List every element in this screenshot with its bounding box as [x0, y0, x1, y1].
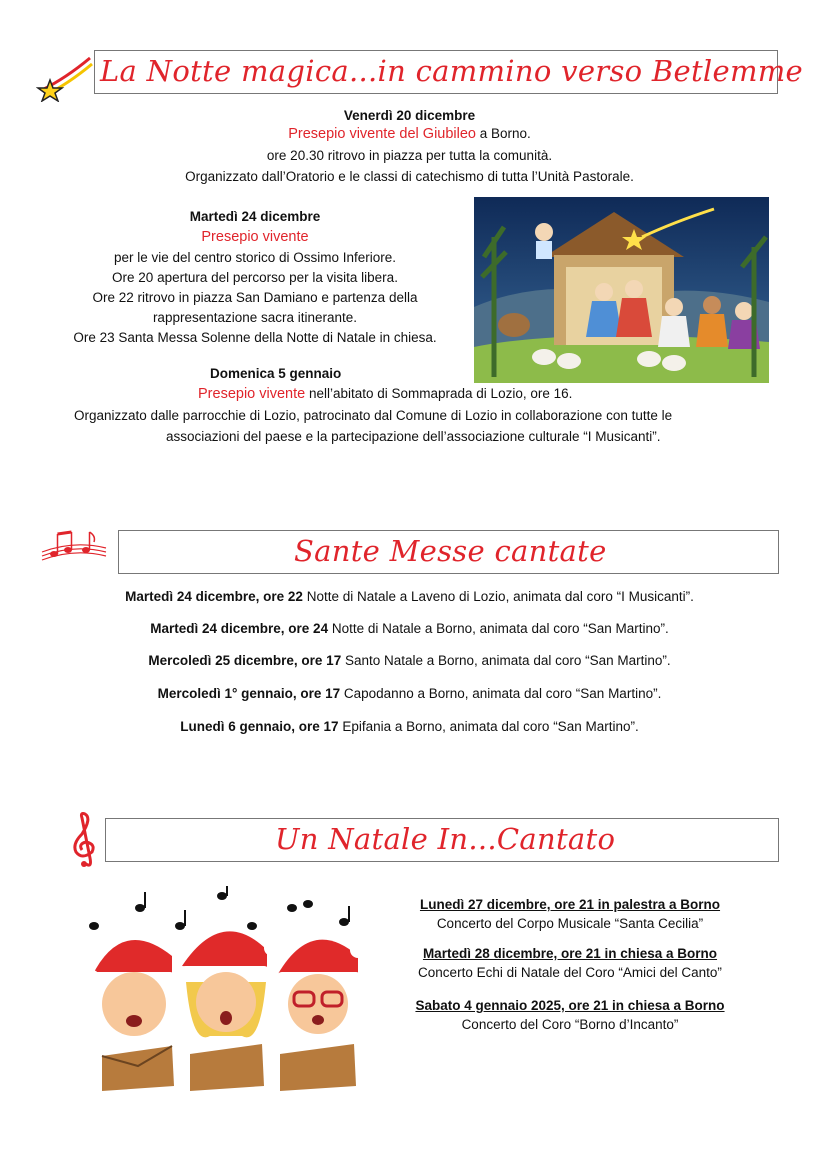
event-date: Martedì 24 dicembre — [189, 209, 321, 224]
event-detail: Ore 23 Santa Messa Solenne della Notte di Natale in chiesa. — [73, 330, 437, 345]
event-detail: Organizzato dall’Oratorio e le classi di catechismo di tutta l’Unità Pastorale. — [185, 169, 634, 184]
carol-singers-illustration — [82, 886, 372, 1096]
event-detail: associazioni del paese e la partecipazione dell’associazione culturale “I Musicanti”. — [166, 429, 661, 444]
mass-what: Capodanno a Borno, animata dal coro “San Martino”. — [340, 686, 662, 701]
concert-what: Concerto del Coro “Borno d’Incanto” — [461, 1017, 679, 1032]
mass-item — [0, 719, 819, 734]
event-detail: ore 20.30 ritrovo in piazza per tutta la comunità. — [266, 148, 553, 163]
concert-what: Concerto del Corpo Musicale “Santa Cecilia” — [436, 916, 704, 931]
event-title-line — [198, 386, 572, 402]
concert-when: Martedì 28 dicembre, ore 21 in chiesa a Borno — [422, 946, 718, 961]
event-title-line — [0, 126, 819, 142]
event-place: nell’abitato di Sommaprada di Lozio, ore 16. — [305, 386, 573, 401]
mass-when: Mercoledì 25 dicembre, ore 17 — [148, 653, 342, 668]
treble-clef-icon — [70, 812, 100, 870]
music-notes-icon — [40, 528, 108, 568]
event-detail: per le vie del centro storico di Ossimo Inferiore. — [113, 250, 397, 265]
event-name: Presepio vivente del Giubileo — [288, 126, 476, 142]
mass-item — [0, 589, 819, 604]
mass-what: Notte di Natale a Laveno di Lozio, animata dal coro “I Musicanti”. — [302, 589, 694, 604]
mass-when: Mercoledì 1° gennaio, ore 17 — [157, 686, 341, 701]
mass-when: Martedì 24 dicembre, ore 22 — [125, 589, 303, 604]
concert-when: Sabato 4 gennaio 2025, ore 21 in chiesa a Borno — [415, 998, 725, 1013]
mass-what: Notte di Natale a Borno, animata dal coro “San Martino”. — [328, 621, 669, 636]
event-detail: Organizzato dalle parrocchie di Lozio, patrocinato dal Comune di Lozio in collaborazione con tutte le — [74, 408, 673, 423]
event-name: Presepio vivente — [201, 229, 309, 245]
event-name: Presepio vivente — [198, 386, 306, 402]
section-title: La Notte magica...in cammino verso Betlemme — [100, 54, 804, 88]
event-detail: Ore 22 ritrovo in piazza San Damiano e partenza della — [92, 290, 418, 305]
mass-what: Epifania a Borno, animata dal coro “San Martino”. — [338, 719, 639, 734]
event-detail: rappresentazione sacra itinerante. — [152, 310, 358, 325]
event-place: a Borno. — [476, 126, 531, 141]
mass-when: Martedì 24 dicembre, ore 24 — [150, 621, 329, 636]
nativity-illustration — [474, 197, 769, 383]
concert-list — [380, 895, 760, 1034]
event-date: Venerdì 20 dicembre — [343, 108, 476, 123]
mass-item — [0, 621, 819, 636]
mass-what: Santo Natale a Borno, animata dal coro “San Martino”. — [341, 653, 671, 668]
concert-what: Concerto Echi di Natale del Coro “Amici del Canto” — [418, 965, 722, 980]
section-title: Un Natale In...Cantato — [275, 822, 616, 856]
mass-when: Lunedì 6 gennaio, ore 17 — [180, 719, 339, 734]
mass-item — [0, 653, 819, 668]
mass-item — [0, 686, 819, 701]
shooting-star-icon — [36, 50, 96, 102]
event-block — [30, 206, 480, 348]
concert-when: Lunedì 27 dicembre, ore 21 in palestra a Borno — [419, 897, 721, 912]
event-detail: Ore 20 apertura del percorso per la visita libera. — [112, 270, 398, 285]
event-date: Domenica 5 gennaio — [210, 366, 342, 381]
section-title: Sante Messe cantate — [294, 534, 607, 568]
